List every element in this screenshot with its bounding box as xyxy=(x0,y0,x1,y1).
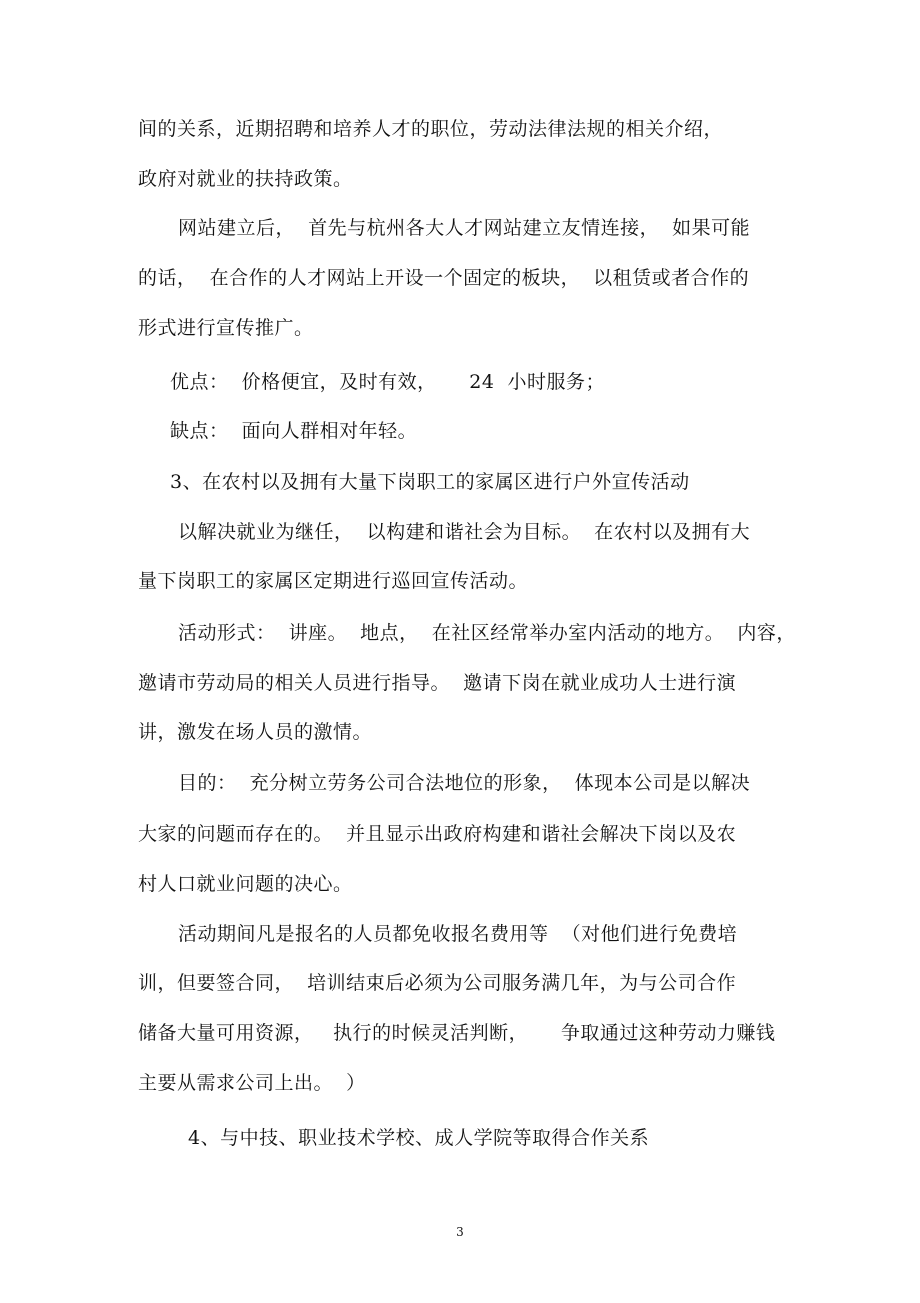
text-line: 形式进行宣传推广。 xyxy=(138,317,314,339)
text-line: 邀请市劳动局的相关人员进行指导。 邀请下岗在就业成功人士进行演 xyxy=(138,672,737,694)
text-line: 储备大量可用资源， 执行的时候灵活判断， 争取通过这种劳动力赚钱 xyxy=(138,1022,776,1044)
section-heading: 4、与中技、职业技术学校、成人学院等取得合作关系 xyxy=(188,1127,650,1149)
text-line: 的话， 在合作的人才网站上开设一个固定的板块， 以租赁或者合作的 xyxy=(138,267,750,289)
text-line: 目的： 充分树立劳务公司合法地位的形象， 体现本公司是以解决 xyxy=(178,772,751,794)
section-heading: 3、在农村以及拥有大量下岗职工的家属区进行户外宣传活动 xyxy=(170,471,690,493)
text-line: 政府对就业的扶持政策。 xyxy=(138,168,353,190)
page-number: 3 xyxy=(456,1225,464,1239)
text-line: 缺点： 面向人群相对年轻。 xyxy=(170,420,418,442)
text-line: 优点： 价格便宜，及时有效， 24 小时服务； xyxy=(170,371,606,393)
text-line: 网站建立后， 首先与杭州各大人才网站建立友情连接， 如果可能 xyxy=(178,217,751,239)
text-line: 主要从需求公司上出。 ） xyxy=(138,1072,366,1094)
text-line: 训，但要签合同， 培训结束后必须为公司服务满几年，为与公司合作 xyxy=(138,972,737,994)
text-line: 量下岗职工的家属区定期进行巡回宣传活动。 xyxy=(138,570,529,592)
text-line: 以解决就业为继任， 以构建和谐社会为目标。 在农村以及拥有大 xyxy=(178,521,751,543)
text-line: 村人口就业问题的决心。 xyxy=(138,873,353,895)
text-line: 活动形式： 讲座。 地点， 在社区经常举办室内活动的地方。 内容， xyxy=(178,622,796,644)
text-line: 大家的问题而存在的。 并且显示出政府构建和谐社会解决下岗以及农 xyxy=(138,823,737,845)
text-line: 讲，激发在场人员的激情。 xyxy=(138,721,373,743)
text-line: 间的关系，近期招聘和培养人才的职位，劳动法律法规的相关介绍， xyxy=(138,118,724,140)
text-line: 活动期间凡是报名的人员都免收报名费用等 （对他们进行免费培 xyxy=(178,923,738,945)
